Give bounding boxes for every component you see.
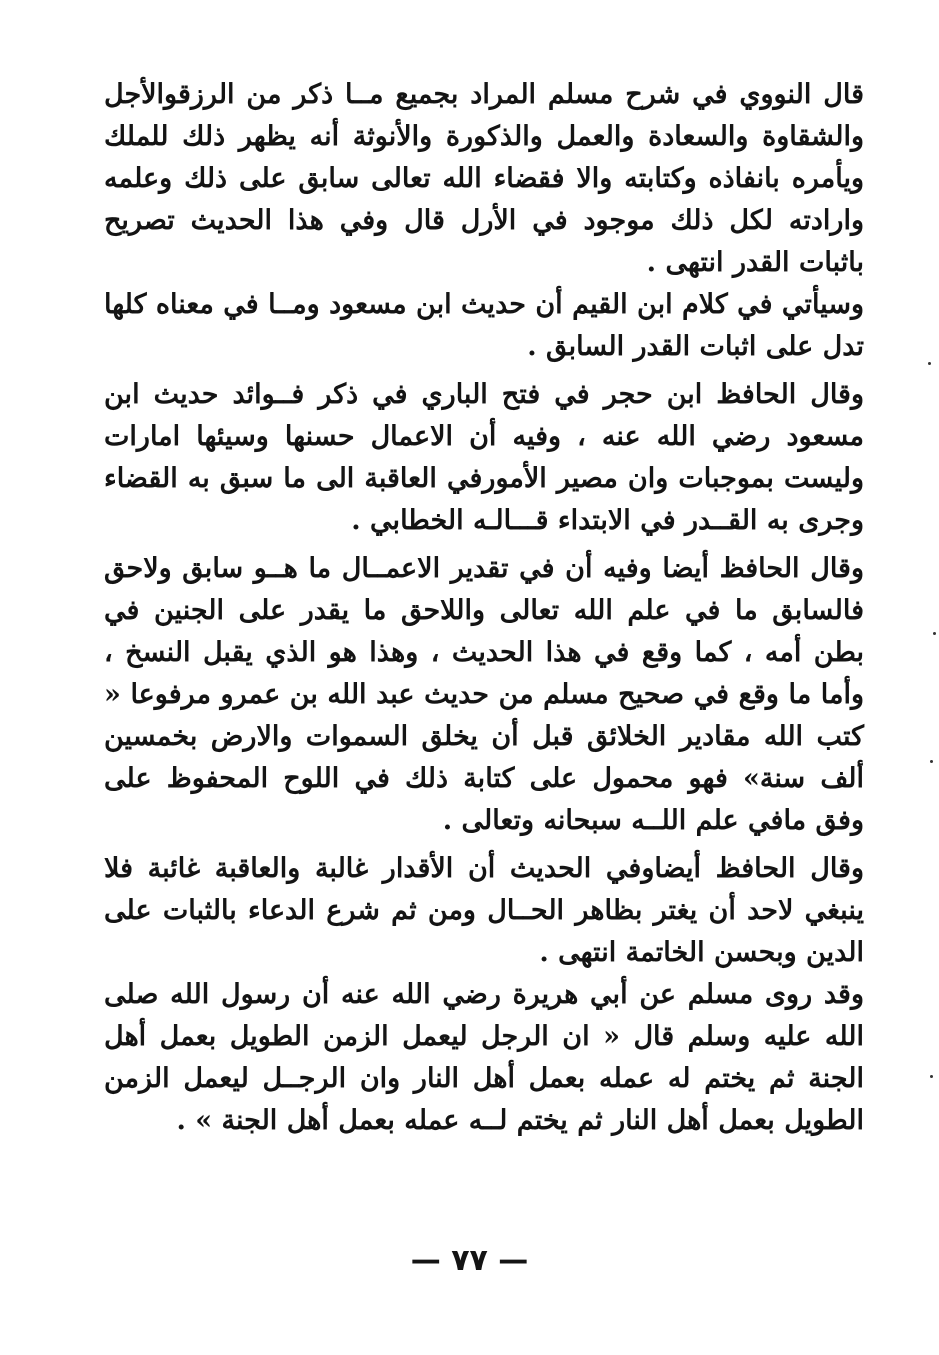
paragraph-hafiz-taqdir: وقال الحافظ أيضا وفيه أن في تقدير الاعمــال ما هــو سابق ولاحق فالسابق ما في علم الله تعالى واللاحق ما يقدر على الجنين في بطن أمه ، كما وقع في هذا الحديث ، وهذا هو الذي يقبل النسخ ، وأما ما وقع في صحيح مسلم من حديث عبد الله بن عمرو مرفوعا « كتب الله مقادير الخلائق قبل أن يخلق السموات والارض بخمسين ألف سنة» فهو محمول على كتابة ذلك في اللوح المحفوظ على وفق مافي علم اللــه سبحانه وتعالى . — [104, 553, 864, 836]
paragraph-hafiz-aqdar: وقال الحافظ أيضاوفي الحديث أن الأقدار غالبة والعاقبة غائبة فلا ينبغي لاحد أن يغتر بظاهر الحــال ومن ثم شرع الدعاء بالثبات على الدين وبحسن الخاتمة انتهى . — [104, 853, 864, 968]
body-text — [104, 74, 864, 1142]
paragraph-ibn-qayyim: وسيأتي في كلام ابن القيم أن حديث ابن مسعود ومــا في معناه كلها تدل على اثبات القدر السابق . — [104, 289, 864, 362]
paragraph-nawawi: قال النووي في شرح مسلم المراد بجميع مــا ذكر من الرزقوالأجل والشقاوة والسعادة والعمل والذكورة والأنوثة أنه يظهر ذلك للملك ويأمره بانفاذه وكتابته والا فقضاء الله تعالى سابق على ذلك وعلمه وارادته لكل ذلك موجود في الأرل قال وفي هذا الحديث تصريح باثبات القدر انتهى . — [104, 79, 864, 278]
scan-speck — [930, 1075, 933, 1078]
scan-speck — [928, 362, 931, 365]
paragraph-ibn-hajar: وقال الحافظ ابن حجر في فتح الباري في ذكر فــوائد حديث ابن مسعود رضي الله عنه ، وفيه أن الاعمال حسنها وسيئها امارات وليست بموجبات وان مصير الأمورفي العاقبة الى ما سبق به القضاء وجرى به القــدر في الابتداء قـــالـه الخطابي . — [104, 379, 864, 536]
scan-speck — [930, 760, 933, 763]
scan-speck — [933, 632, 936, 635]
paragraph-muslim-hadith: وقد روى مسلم عن أبي هريرة رضي الله عنه أن رسول الله صلى الله عليه وسلم قال « ان الرجل ليعمل الزمن الطويل بعمل أهل الجنة ثم يختم له عمله بعمل أهل النار وان الرجــل ليعمل الزمن الطويل بعمل أهل النار ثم يختم لــه عمله بعمل أهل الجنة » . — [104, 979, 864, 1136]
page-number: — ٧٧ — — [410, 1243, 529, 1278]
